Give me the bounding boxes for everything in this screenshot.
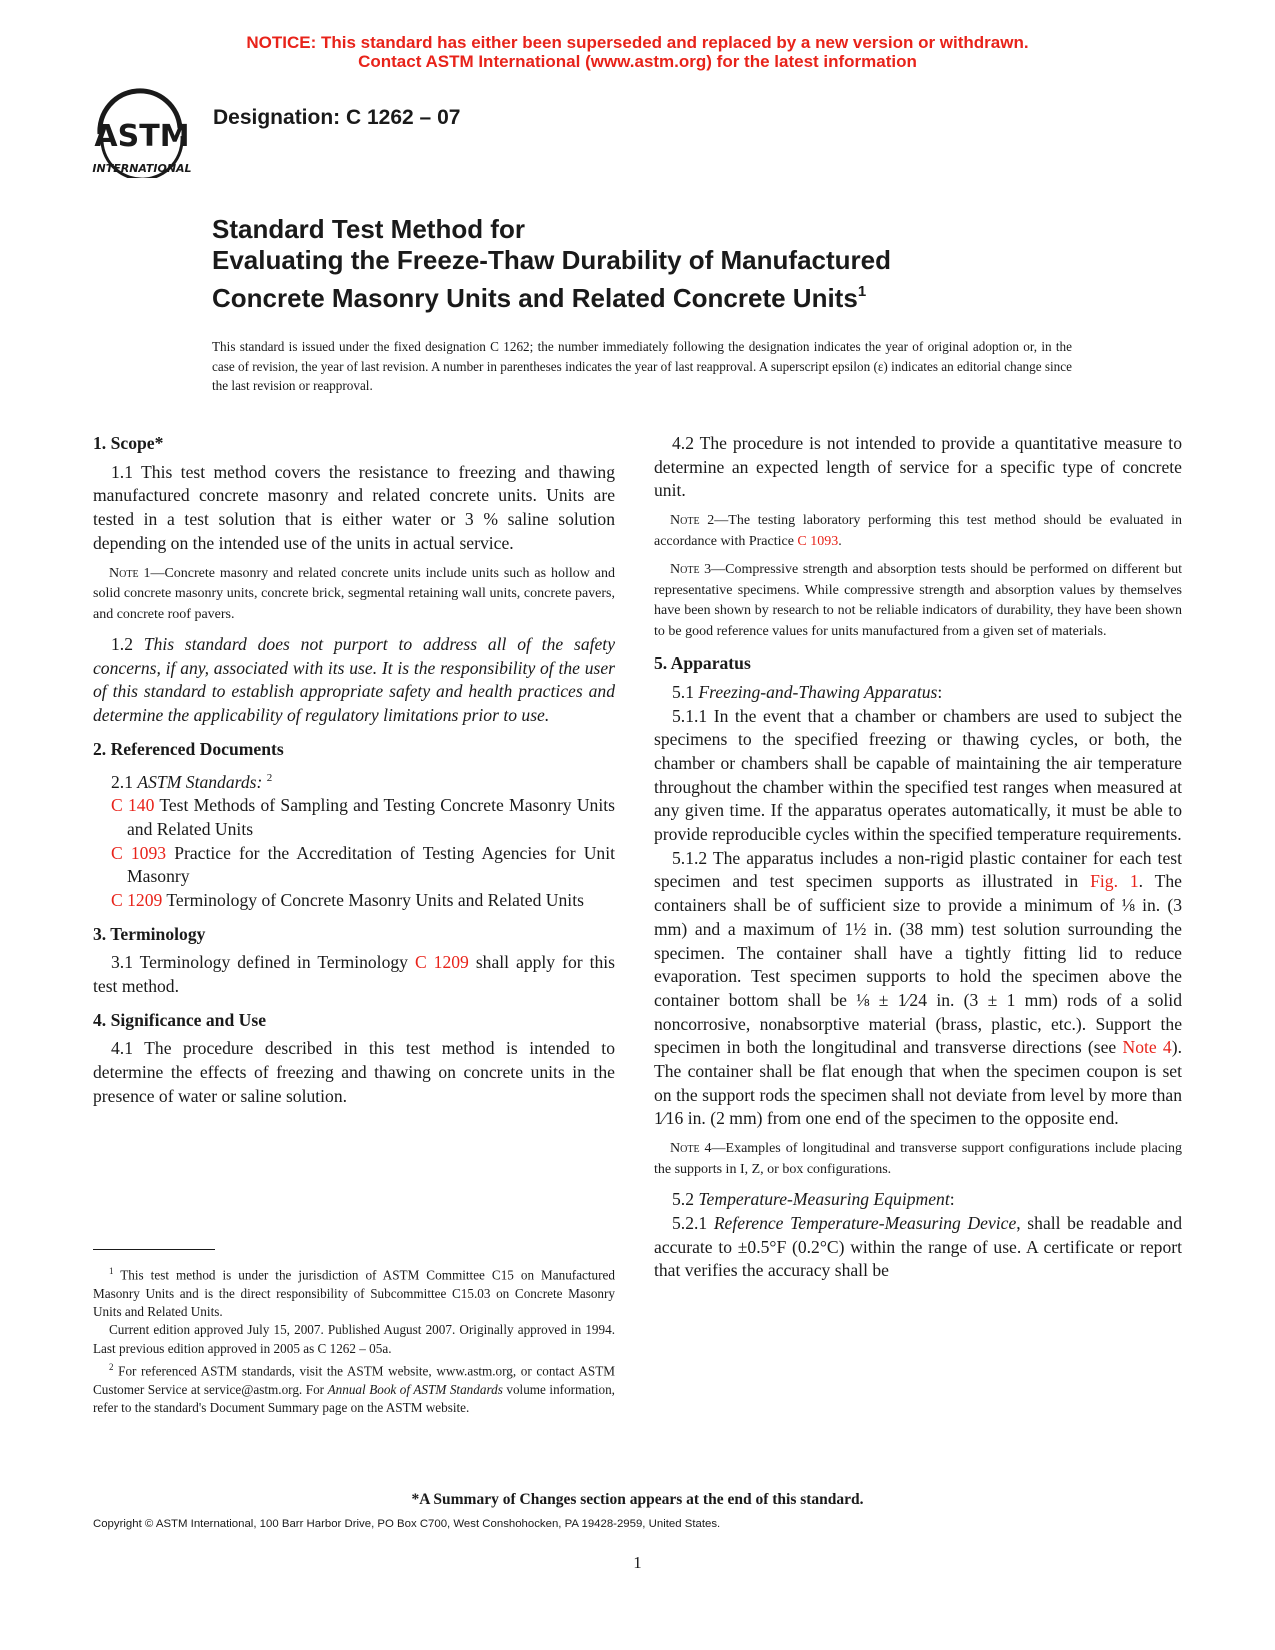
logo-international: INTERNATIONAL	[92, 162, 192, 175]
link-c1209[interactable]: C 1209	[111, 889, 163, 910]
section-2-heading: 2. Referenced Documents	[93, 738, 284, 759]
copyright: Copyright © ASTM International, 100 Barr Harbor Drive, PO Box C700, West Conshohocken, PA 19428-2959, United States.	[93, 1518, 721, 1530]
section-5-heading: 5. Apparatus	[654, 653, 751, 674]
astm-logo-mark	[92, 86, 192, 178]
section-4-1: 4.1 The procedure described in this test method is intended to determine the effects of freezing and thawing on concrete units in the presence of water or saline solution.	[93, 1038, 615, 1106]
title-footnote-mark: 1	[857, 283, 867, 300]
section-4-2: 4.2 The procedure is not intended to provide a quantitative measure to determine an expected length of service for a specific type of concrete unit.	[654, 433, 1182, 501]
page-number: 1	[633, 1553, 642, 1572]
note-2: Note 2—The testing laboratory performing this test method should be evaluated in accordance with Practice C 1093.	[654, 513, 1182, 549]
right-column	[654, 432, 1182, 1283]
section-5-2-1: 5.2.1 Reference Temperature-Measuring Device, shall be readable and accurate to ±0.5°F (0.2°C) within the range of use. A certificate or report that verifies the accuracy shall be	[654, 1212, 1182, 1281]
footnote-1-edition: Current edition approved July 15, 2007. Published August 2007. Originally approved in 1994. Last previous edition approved in 2005 as C 1262 – 05a.	[93, 1322, 615, 1356]
section-5-2: 5.2 Temperature-Measuring Equipment:	[672, 1189, 955, 1210]
section-1-2: 1.2 This standard does not purport to address all of the safety concerns, if any, associated with its use. It is the responsibility of the user of this standard to establish appropriate safety and health practices and determine the applicability of regulatory limitations prior to use.	[93, 634, 616, 726]
link-c1209-terminology[interactable]: C 1209	[414, 952, 469, 973]
title-line-1: Standard Test Method for	[212, 214, 525, 244]
logo-letters: ASTM	[94, 119, 190, 154]
designation: Designation: C 1262 – 07	[213, 106, 461, 129]
left-column	[93, 432, 615, 1109]
link-c1093-note[interactable]: C 1093	[797, 533, 839, 549]
footnote-2: $^2$ For referenced ASTM standards, visit the ASTM website, www.astm.org, or contact ASTM Customer Service at service@astm.org. For Annual Book of ASTM Standards volume information, refer to the standard's Document Summary page on the ASTM website.	[93, 1361, 615, 1415]
section-2-1: 2.1 ASTM Standards: $^2$	[111, 771, 273, 792]
link-c140[interactable]: C 140	[111, 795, 155, 816]
document-title	[212, 214, 1112, 314]
note-4: Note 4—Examples of longitudinal and transverse support configurations include placing the supports in I, Z, or box configurations.	[654, 1141, 1182, 1177]
link-note-4[interactable]: Note 4	[1122, 1037, 1172, 1058]
section-3-1: 3.1 Terminology defined in Terminology C 1209 shall apply for this test method.	[93, 952, 615, 997]
note-1: Note 1—Concrete masonry and related concrete units include units such as hollow and solid concrete masonry units, concrete brick, segmental retaining wall units, concrete pavers, and concrete roof pavers.	[93, 565, 615, 622]
issued-note: This standard is issued under the fixed designation C 1262; the number immediately following the designation indicates the year of original adoption or, in the case of revision, the year of last revision. A number in parentheses indicates the year of last reapproval. A superscript epsilon (ε) indicates an editorial change since the last revision or reapproval.	[212, 339, 1072, 393]
section-3-heading: 3. Terminology	[93, 923, 206, 944]
reference-c1209: C 1209 Terminology of Concrete Masonry Units and Related Units	[111, 889, 584, 910]
section-5-1-2: 5.1.2 The apparatus includes a non-rigid plastic container for each test specimen and test specimen supports as illustrated in Fig. 1. The containers shall be of sufficient size to provide a minimum of ⅛ in. (3 mm) and a maximum of 1½ in. (38 mm) test solution surrounding the specimen. The container shall have a tightly fitting lid to reduce evaporation. Test specimen supports to hold the specimen above the container bottom shall be ⅛ ± 1⁄24 in. (3 ± 1 mm) rods of a solid noncorrosive, nonabsorptive material (brass, plastic, etc.). Support the specimen in both the longitudinal and transverse directions (see Note 4). The container shall be flat enough that when the specimen coupon is set on the support rods the specimen shall not deviate from level by more than 1⁄16 in. (2 mm) from one end of the specimen to the opposite end.	[654, 847, 1182, 1129]
section-1-1: 1.1 This test method covers the resistance to freezing and thawing manufactured concrete masonry and related concrete units. Units are tested in a test solution that is either water or 3 % saline solution depending on the intended use of the units in actual service.	[93, 461, 615, 553]
notice-line-1: NOTICE: This standard has either been superseded and replaced by a new version or withdrawn.	[246, 33, 1029, 52]
note-3: Note 3—Compressive strength and absorption tests should be performed on different but representative specimens. While compressive strength and absorption values by themselves have been shown by research to not be reliable indicators of durability, they have been shown to be good reference values for units manufactured from a given set of materials.	[654, 562, 1182, 639]
title-line-3: Concrete Masonry Units and Related Concrete Units$^1$	[212, 283, 867, 313]
title-line-2: Evaluating the Freeze-Thaw Durability of Manufactured	[212, 245, 891, 275]
section-5-1-1: 5.1.1 In the event that a chamber or chambers are used to subject the specimens to the specified freezing or thawing cycles, or both, the chamber or chambers shall be capable of maintaining the air temperature throughout the chamber within the specified test ranges when measured at any given time. If the apparatus operates automatically, it must be able to provide reproducible cycles within the specified temperature requirements.	[654, 705, 1182, 845]
link-fig-1[interactable]: Fig. 1	[1090, 871, 1139, 892]
summary-of-changes-note: *A Summary of Changes section appears at the end of this standard.	[411, 1491, 864, 1508]
reference-c140: C 140 Test Methods of Sampling and Testing Concrete Masonry Units and Related Units	[111, 795, 615, 839]
link-c1093[interactable]: C 1093	[111, 842, 167, 863]
footnote-divider	[93, 1249, 215, 1250]
reference-c1093: C 1093 Practice for the Accreditation of Testing Agencies for Unit Masonry	[111, 842, 616, 887]
section-1-heading: 1. Scope*	[93, 433, 164, 453]
footnote-1: $^1$ This test method is under the jurisdiction of ASTM Committee C15 on Manufactured Masonry Units and is the direct responsibility of Subcommittee C15.03 on Concrete Masonry Units and Related Units.	[93, 1266, 615, 1319]
section-5-1: 5.1 Freezing-and-Thawing Apparatus:	[672, 681, 943, 702]
footnotes	[93, 1262, 615, 1417]
notice-line-2: Contact ASTM International (www.astm.org) for the latest information	[358, 52, 917, 71]
section-4-heading: 4. Significance and Use	[93, 1009, 267, 1030]
astm-logo	[92, 86, 192, 178]
notice-banner	[0, 33, 1275, 71]
